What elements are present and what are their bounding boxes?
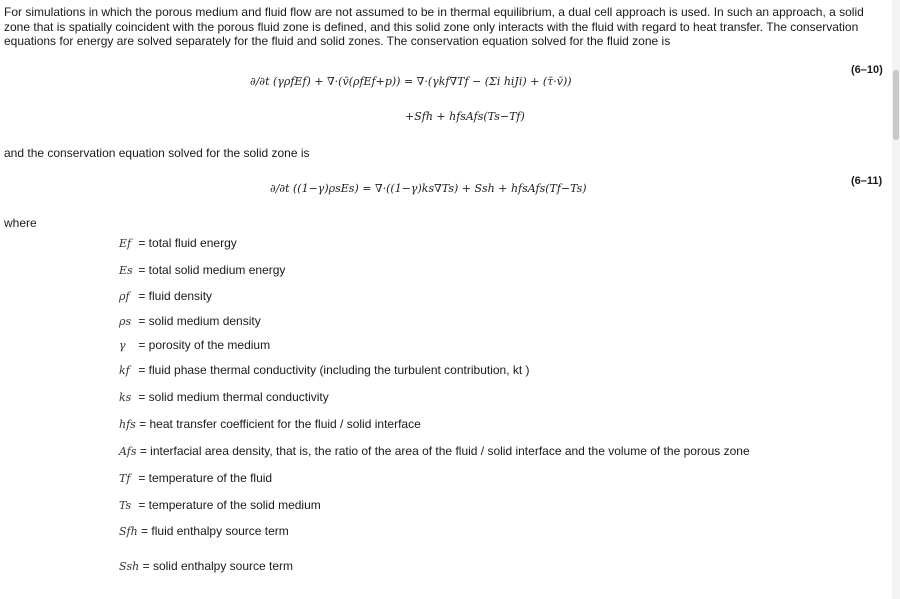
definition-row [119, 524, 289, 538]
definition-text: = heat transfer coefficient for the fluid / solid interface [139, 417, 421, 431]
where-label: where [4, 216, 37, 230]
definition-row [119, 559, 293, 573]
definition-text: = total fluid energy [138, 236, 237, 250]
definition-symbol: ρs [119, 315, 132, 328]
equation-number-6-11: (6–11) [851, 175, 883, 187]
definition-row [119, 471, 272, 485]
definition-row [119, 417, 421, 431]
definition-row [119, 363, 530, 377]
definition-row [119, 314, 261, 328]
definition-row [119, 236, 237, 250]
definition-symbol: γ [119, 339, 126, 352]
vertical-scrollbar[interactable] [892, 0, 900, 599]
definition-symbol: Tf [119, 472, 131, 485]
definition-text: = temperature of the solid medium [138, 498, 321, 512]
definition-symbol: kf [119, 364, 130, 377]
definition-symbol: Ef [119, 237, 132, 250]
definition-symbol: Ssh [119, 560, 140, 573]
definition-row [119, 498, 321, 512]
scrollbar-thumb[interactable] [893, 70, 899, 140]
equation-number-6-10: (6–10) [851, 64, 883, 76]
definition-symbol: ks [119, 391, 132, 404]
fluid-energy-equation-line1: ∂/∂t (γρfEf) + ∇·(v̄(ρfEf+p)) = ∇·(γkf∇Tf − (Σi hiJi) + (τ̄·v̄)) [250, 75, 572, 88]
definition-row [119, 390, 329, 404]
definition-text: = solid medium thermal conductivity [138, 390, 329, 404]
definition-text: = temperature of the fluid [138, 471, 273, 485]
definition-text: = fluid density [138, 289, 213, 303]
definition-row [119, 289, 212, 303]
mid-paragraph: and the conservation equation solved for the solid zone is [4, 146, 310, 160]
definition-text: = fluid phase thermal conductivity (including the turbulent contribution, kt ) [138, 363, 530, 377]
definition-symbol: ρf [119, 290, 130, 303]
definition-text: = total solid medium energy [138, 263, 286, 277]
definition-text: = solid medium density [138, 314, 261, 328]
definition-symbol: Sfh [119, 525, 138, 538]
definition-row [119, 444, 750, 458]
intro-paragraph: For simulations in which the porous medium and fluid flow are not assumed to be in thermal equilibrium, a dual cell approach is used. In such an approach, a solid zone that is spatially coincident with the porous fluid zone is defined, and this solid zone only interacts with the fluid with regard to heat transfer. The conservation equations for energy are solved separately for the fluid and solid zones. The conservation equation solved for the fluid zone is [4, 5, 864, 48]
definition-symbol: Afs [119, 445, 137, 458]
definition-row [119, 263, 285, 277]
definition-symbol: Ts [119, 499, 132, 512]
solid-energy-equation: ∂/∂t ((1−γ)ρsEs) = ∇·((1−γ)ks∇Ts) + Ssh + hfsAfs(Tf−Ts) [270, 182, 587, 195]
definition-symbol: hfs [119, 418, 136, 431]
definition-text: = porosity of the medium [138, 338, 271, 352]
fluid-energy-equation-line2: +Sfh + hfsAfs(Ts−Tf) [405, 110, 525, 123]
definition-text: = interfacial area density, that is, the ratio of the area of the fluid / solid interface and the volume of the porous zone [139, 444, 750, 458]
definition-text: = fluid enthalpy source term [141, 524, 289, 538]
definition-row [119, 338, 270, 352]
definition-symbol: Es [119, 264, 133, 277]
definition-text: = solid enthalpy source term [142, 559, 294, 573]
